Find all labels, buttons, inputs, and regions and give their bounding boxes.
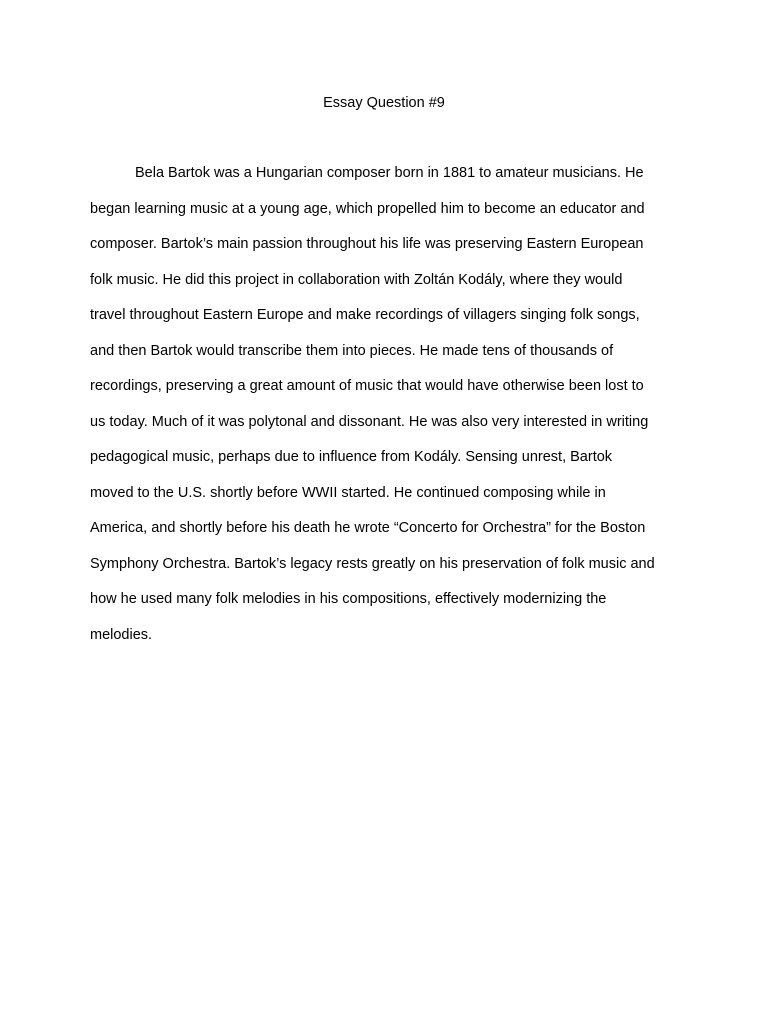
paragraph-line: how he used many folk melodies in his compositions, effectively modernizing the (90, 591, 607, 607)
essay-title: Essay Question #9 (323, 95, 445, 111)
paragraph-line: melodies. (90, 626, 153, 643)
paragraph-line: Symphony Orchestra. Bartok’s legacy rests greatly on his preservation of folk music and (90, 555, 655, 572)
paragraph-line: Bela Bartok was a Hungarian composer born in 1881 to amateur musicians. He (135, 165, 644, 181)
paragraph-line: recordings, preserving a great amount of music that would have otherwise been lost to (90, 378, 644, 394)
paragraph-line: and then Bartok would transcribe them into pieces. He made tens of thousands of (90, 342, 614, 359)
paragraph-line: began learning music at a young age, which propelled him to become an educator and (90, 200, 645, 217)
paragraph-line: folk music. He did this project in collaboration with Zoltán Kodály, where they would (90, 271, 623, 288)
essay-paragraph (90, 163, 690, 660)
paragraph-line: composer. Bartok’s main passion throughout his life was preserving Eastern European (90, 236, 644, 252)
paragraph-line: moved to the U.S. shortly before WWII started. He continued composing while in (90, 484, 606, 501)
paragraph-line: pedagogical music, perhaps due to influence from Kodály. Sensing unrest, Bartok (90, 449, 613, 465)
paragraph-line: America, and shortly before his death he wrote “Concerto for Orchestra” for the Boston (90, 520, 646, 536)
paragraph-line: us today. Much of it was polytonal and dissonant. He was also very interested in writing (90, 413, 649, 430)
paragraph-line: travel throughout Eastern Europe and make recordings of villagers singing folk songs, (90, 307, 640, 323)
